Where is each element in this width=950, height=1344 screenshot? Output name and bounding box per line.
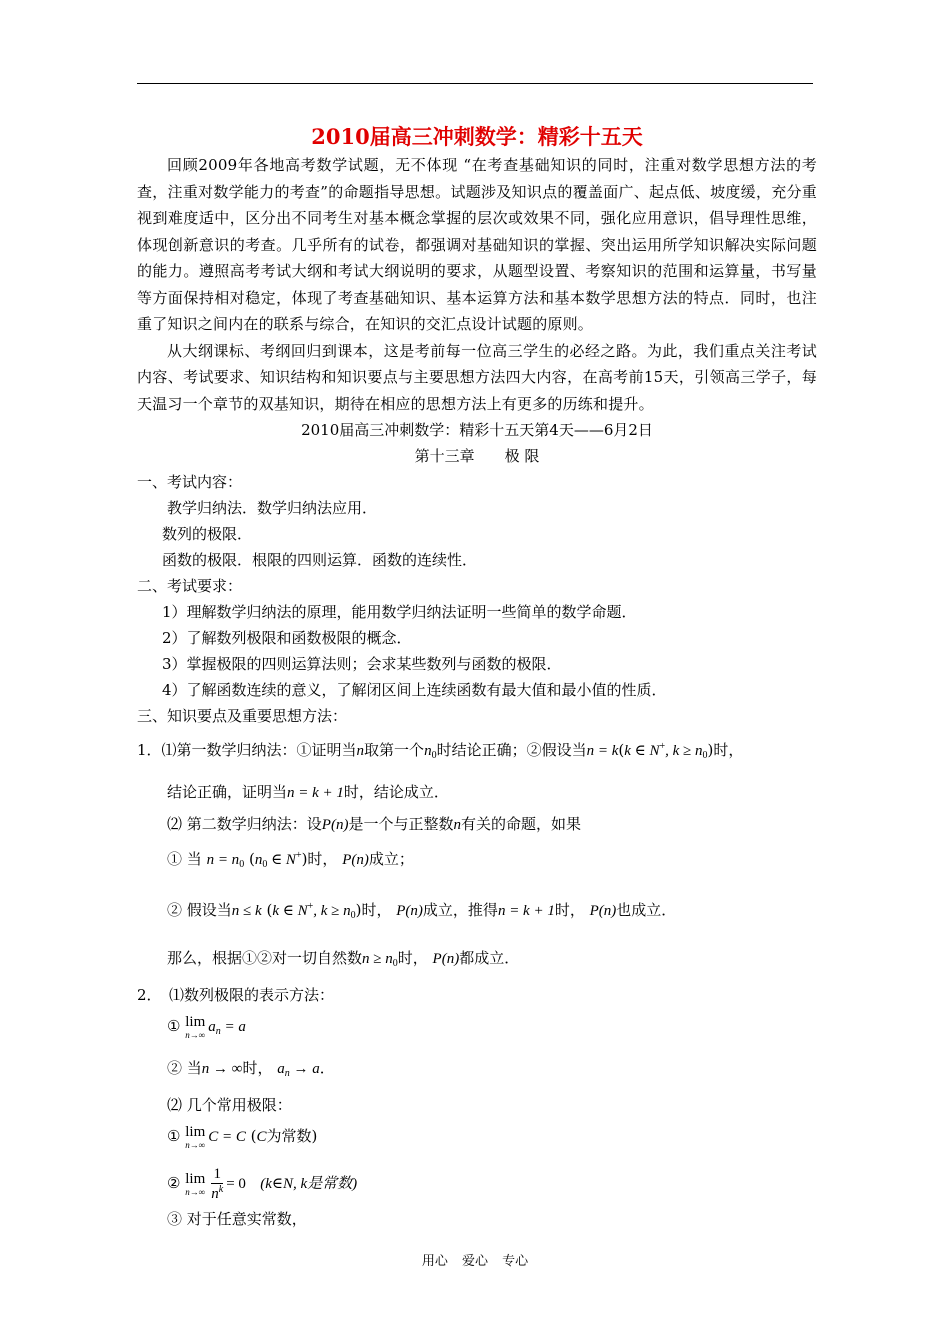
common-limit-1: ① lim n→∞ C = C (C为常数) (167, 1123, 318, 1150)
intro-paragraph-2: 从大纲课标、考纲回归到课本，这是考前每一位高三学生的必经之路。为此，我们重点关注考试内容、考试要求、知识结构和知识要点与主要思想方法四大内容，在高考前15天，引领高三学子，每天温习一个章节的双基知识，期待在相应的思想方法上有更多的历练和提升。 (137, 341, 817, 413)
section1-item: 函数的极限．根限的四则运算．函数的连续性． (162, 551, 478, 569)
common-limit-3: ③ 对于任意实常数， (167, 1210, 307, 1228)
section2-item: 4）了解函数连续的意义，了解闭区间上连续函数有最大值和最小值的性质． (162, 681, 667, 699)
first-induction-conclusion: 结论正确，证明当n = k + 1时，结论成立． (167, 783, 449, 801)
common-limit-2: ② lim n→∞ $\frac{1}{n^k}$ = 0 (k∈N, k是常数) (167, 1165, 358, 1202)
second-induction-conclusion: 那么，根据①②对一切自然数$n \ge n_0$时， P(n)都成立． (167, 949, 520, 969)
limit-notation-2: ② 当n → ∞时， $a_n \to a$． (167, 1059, 335, 1079)
day-heading: 2010届高三冲刺数学：精彩十五天第4天——6月2日 (301, 421, 653, 439)
limit-symbol: lim n→∞ (185, 1013, 206, 1040)
section1-item: 数列的极限． (162, 525, 253, 543)
section1-item: 教学归纳法．数学归纳法应用． (167, 499, 378, 517)
second-induction-step2: ② 假设当n ≤ k (k ∈ N+, $k \ge n_0$)时， P(n)成立，推得n = k + 1时， P(n)也成立． (167, 901, 677, 921)
sequence-limit-heading: 2． ⑴数列极限的表示方法： (137, 986, 335, 1004)
section2-item: 2）了解数列极限和函数极限的概念． (162, 629, 412, 647)
first-induction-line: 1．⑴第一数学归纳法：①证明当n取第一个$n_0$时结论正确；②假设当n = k(k ∈ N+, $k \ge n_0$)时， (137, 741, 744, 761)
header-rule (137, 83, 813, 84)
limit-symbol: lim n→∞ (185, 1123, 206, 1150)
chapter-heading: 第十三章 极 限 (414, 447, 540, 465)
section2-item: 3）掌握极限的四则运算法则；会求某些数列与函数的极限． (162, 655, 562, 673)
limit-symbol: lim n→∞ (185, 1170, 206, 1197)
section2-heading: 二、考试要求： (137, 577, 243, 595)
common-limits-heading: ⑵ 几个常用极限： (167, 1096, 292, 1114)
second-induction-step1: ① 当 $n = n_0$ ($n_0$ ∈ N+)时， P(n)成立； (167, 850, 414, 870)
section3-heading: 三、知识要点及重要思想方法： (137, 707, 348, 725)
intro-paragraph-1: 回顾2009年各地高考数学试题，无不体现 “在考查基础知识的同时，注重对数学思想方法的考查，注重对数学能力的考查”的命题指导思想。试题涉及知识点的覆盖面广、起点低、坡度缓，充分重视到难度适中，区分出不同考生对基本概念掌握的层次或效果不同，强化应用意识，倡导理性思维，体现创新意识的考查。几乎所有的试卷，都强调对基础知识的掌握、突出运用所学知识解决实际问题的能力。遵照高考考试大纲和考试大纲说明的要求，从题型设置、考察知识的范围和运算量，书写量等方面保持相对稳定，体现了考查基础知识、基本运算方法和基本数学思想方法的特点．同时，也注重了知识之间内在的联系与综合，在知识的交汇点设计试题的原则。 (137, 156, 817, 333)
section2-item: 1）理解数学归纳法的原理，能用数学归纳法证明一些简单的数学命题． (162, 603, 637, 621)
limit-notation-1: ① lim n→∞ $a_n = a$ (167, 1013, 246, 1040)
fraction-one-over-n-k: $\frac{1}{n^k}$ (211, 1165, 224, 1202)
section1-heading: 一、考试内容： (137, 473, 243, 491)
page-footer: 用心 爱心 专心 (421, 1254, 529, 1269)
document-body (137, 122, 817, 1232)
page-title: 2010届高三冲刺数学：精彩十五天 (311, 124, 643, 149)
second-induction-intro: ⑵ 第二数学归纳法：设P(n)是一个与正整数n有关的命题，如果 (167, 815, 581, 833)
